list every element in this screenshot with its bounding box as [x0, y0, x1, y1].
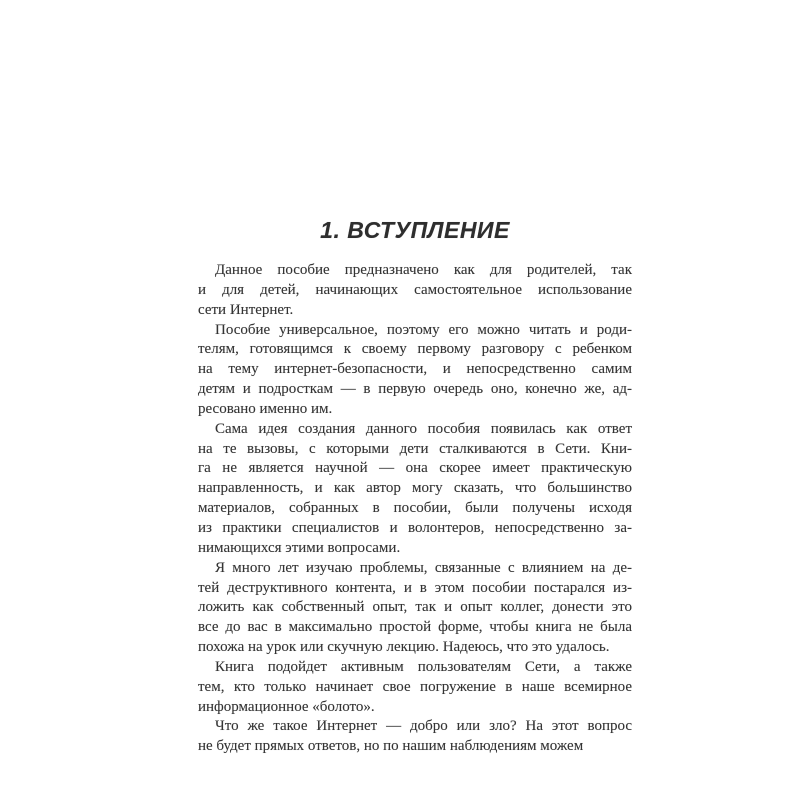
text-line: на те вызовы, с которыми дети сталкиваются в Сети. Кни-	[198, 440, 632, 457]
text-line: материалов, собранных в пособии, были получены исходя	[198, 500, 632, 517]
text-line: Пособие универсальное, поэтому его можно читать и роди-	[215, 321, 632, 338]
text-line: похожа на урок или скучную лекцию. Надеюсь, что это удалось.	[198, 639, 610, 656]
text-line: не будет прямых ответов, но по нашим наблюдениям можем	[198, 738, 584, 755]
text-line: сети Интернет.	[198, 301, 294, 318]
text-line: телям, готовящимся к своему первому разговору с ребенком	[198, 341, 632, 358]
text-line: га не является научной — она скорее имеет практическую	[198, 460, 632, 477]
text-line: ресовано именно им.	[198, 400, 333, 417]
text-line: Данное пособие предназначено как для родителей, так	[215, 262, 632, 278]
text-line: информационное «болото».	[198, 698, 375, 715]
text-line: на тему интернет-безопасности, и непосредственно самим	[198, 361, 632, 378]
text-line: из практики специалистов и волонтеров, непосредственно за-	[198, 519, 632, 536]
text-line: Что же такое Интернет — добро или зло? На этот вопрос	[215, 718, 632, 735]
text-line: Книга подойдет активным пользователям Сети, а также	[215, 658, 632, 675]
text-line: тем, кто только начинает свое погружение в наше всемирное	[198, 678, 632, 695]
text-line: и для детей, начинающих самостоятельное использование	[198, 281, 632, 298]
body-text	[198, 261, 632, 757]
text-line: ложить как собственный опыт, так и опыт коллег, донести это	[198, 599, 632, 616]
text-line: тей деструктивного контента, и в этом пособии постарался из-	[198, 579, 632, 596]
text-line: Я много лет изучаю проблемы, связанные с влиянием на де-	[215, 559, 632, 576]
chapter-title: 1. ВСТУПЛЕНИЕ	[320, 217, 510, 244]
text-line: все до вас в максимально простой форме, чтобы книга не была	[198, 619, 632, 636]
text-line: направленность, и как автор могу сказать, что большинство	[198, 480, 632, 497]
text-line: нимающихся этими вопросами.	[198, 539, 401, 556]
text-line: Сама идея создания данного пособия появилась как ответ	[215, 420, 632, 437]
text-line: детям и подросткам — в первую очередь оно, конечно же, ад-	[198, 381, 632, 398]
